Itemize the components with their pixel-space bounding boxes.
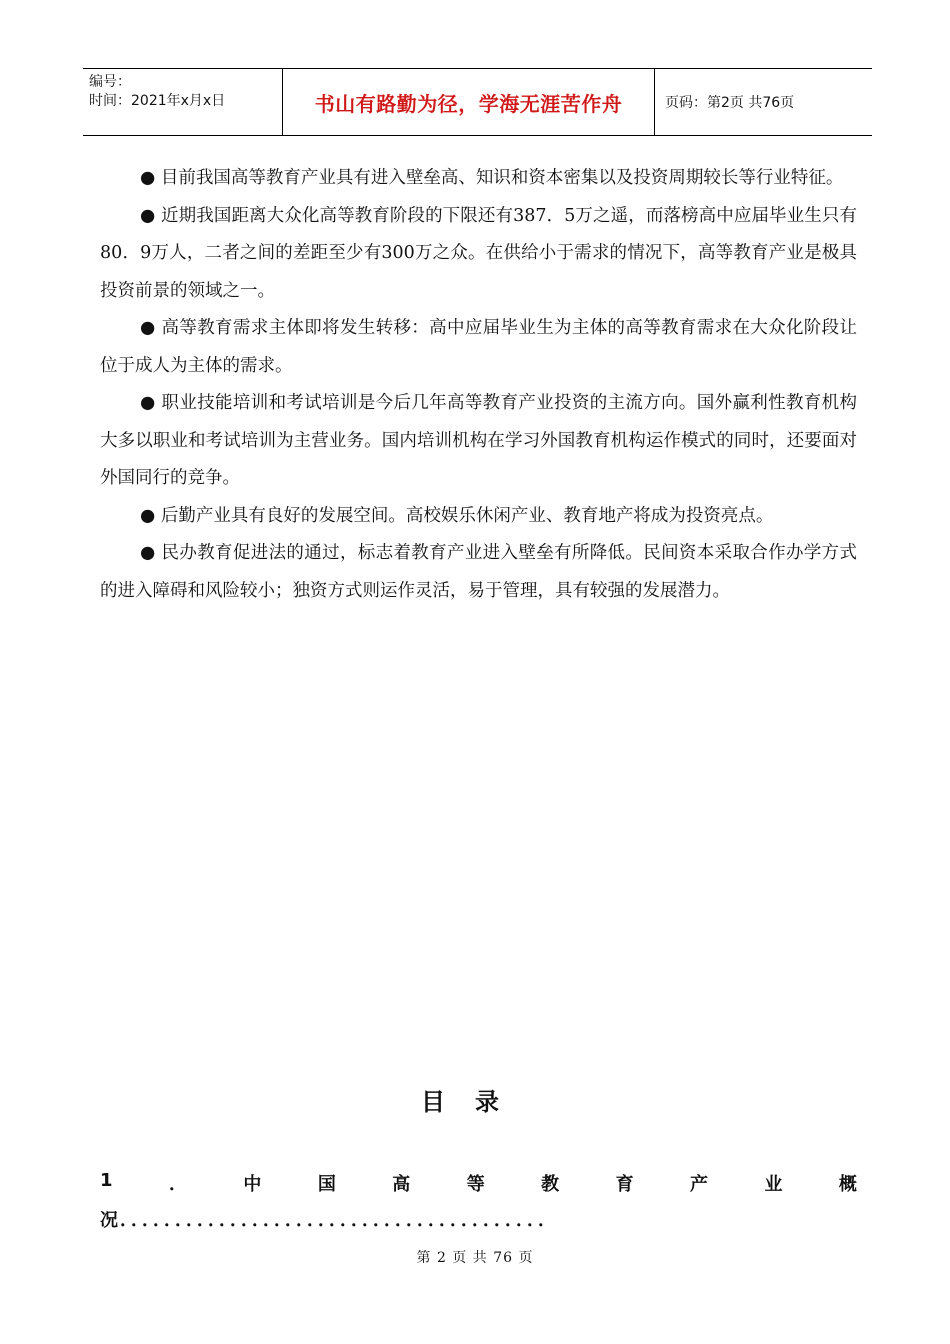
paragraph-text: 民办教育促进法的通过，标志着教育产业进入壁垒有所降低。民间资本采取合作办学方式的进入障碍和风险较小；独资方式则运作灵活，易于管理，具有较强的发展潜力。 bbox=[100, 543, 857, 601]
bullet-paragraph bbox=[100, 385, 857, 498]
header-meta-cell bbox=[83, 69, 283, 135]
toc-entry-char: 产 bbox=[690, 1174, 709, 1195]
bullet-icon: ● bbox=[140, 505, 156, 526]
toc-entry-char: 概 bbox=[838, 1174, 857, 1195]
body-content bbox=[100, 160, 857, 610]
bullet-paragraph bbox=[100, 310, 857, 385]
toc-entry-number: 1 bbox=[100, 1170, 113, 1191]
header-page-info: 页码：第2页 共76页 bbox=[665, 95, 795, 111]
toc-entry-char: 育 bbox=[615, 1174, 634, 1195]
bullet-paragraph bbox=[100, 160, 857, 198]
toc-entry-char: 国 bbox=[317, 1174, 336, 1195]
toc-entry-char: 业 bbox=[764, 1174, 783, 1195]
toc-entry[interactable] bbox=[100, 1170, 857, 1232]
toc-title: 目录 bbox=[421, 1088, 529, 1116]
bullet-icon: ● bbox=[140, 393, 156, 413]
paragraph-text: 职业技能培训和考试培训是今后几年高等教育产业投资的主流方向。国外赢利性教育机构大多以职业和考试培训为主营业务。国内培训机构在学习外国教育机构运作模式的同时，还要面对外国同行的竞争。 bbox=[100, 393, 857, 488]
header-number-label: 编号： bbox=[89, 74, 131, 90]
paragraph-text: 近期我国距离大众化高等教育阶段的下限还有387．5万之遥，而落榜高中应届毕业生只有80．9万人，二者之间的差距至少有300万之众。在供给小于需求的情况下，高等教育产业是极具投资前景的领域之一。 bbox=[100, 205, 857, 301]
bullet-icon: ● bbox=[140, 168, 156, 188]
bullet-icon: ● bbox=[140, 543, 156, 563]
header-motto: 书山有路勤为径，学海无涯苦作舟 bbox=[314, 91, 623, 116]
bullet-paragraph bbox=[100, 498, 857, 536]
header-page-cell bbox=[655, 69, 872, 135]
toc-entry-char: 教 bbox=[541, 1174, 560, 1195]
paragraph-text: 高等教育需求主体即将发生转移：高中应届毕业生为主体的高等教育需求在大众化阶段让位于成人为主体的需求。 bbox=[100, 318, 857, 376]
toc-leader-dots: ．．．．．．．．．．．．．．．．．．．．．．．．．．．．．．．．．．．．．．． bbox=[120, 1210, 558, 1231]
paragraph-text: 目前我国高等教育产业具有进入壁垒高、知识和资本密集以及投资周期较长等行业特征。 bbox=[160, 168, 844, 188]
bullet-icon: ● bbox=[140, 318, 156, 338]
bullet-icon: ● bbox=[140, 205, 156, 226]
document-header bbox=[83, 68, 872, 136]
toc-entry-leader-line bbox=[100, 1206, 857, 1232]
toc-entry-heading bbox=[100, 1170, 857, 1206]
bullet-paragraph bbox=[100, 198, 857, 311]
toc-entry-separator: ． bbox=[168, 1174, 187, 1195]
toc-entry-char: 中 bbox=[243, 1174, 262, 1195]
toc-entry-line2-start: 况 bbox=[100, 1210, 120, 1231]
page-footer: 第 2 页 共 76 页 bbox=[416, 1250, 534, 1266]
header-time-label: 时间：2021年x月x日 bbox=[89, 93, 226, 109]
header-motto-cell bbox=[283, 69, 655, 135]
bullet-paragraph bbox=[100, 535, 857, 610]
toc-entry-char: 高 bbox=[392, 1174, 411, 1195]
toc-entry-char: 等 bbox=[466, 1174, 485, 1195]
paragraph-text: 后勤产业具有良好的发展空间。高校娱乐休闲产业、教育地产将成为投资亮点。 bbox=[160, 505, 774, 526]
